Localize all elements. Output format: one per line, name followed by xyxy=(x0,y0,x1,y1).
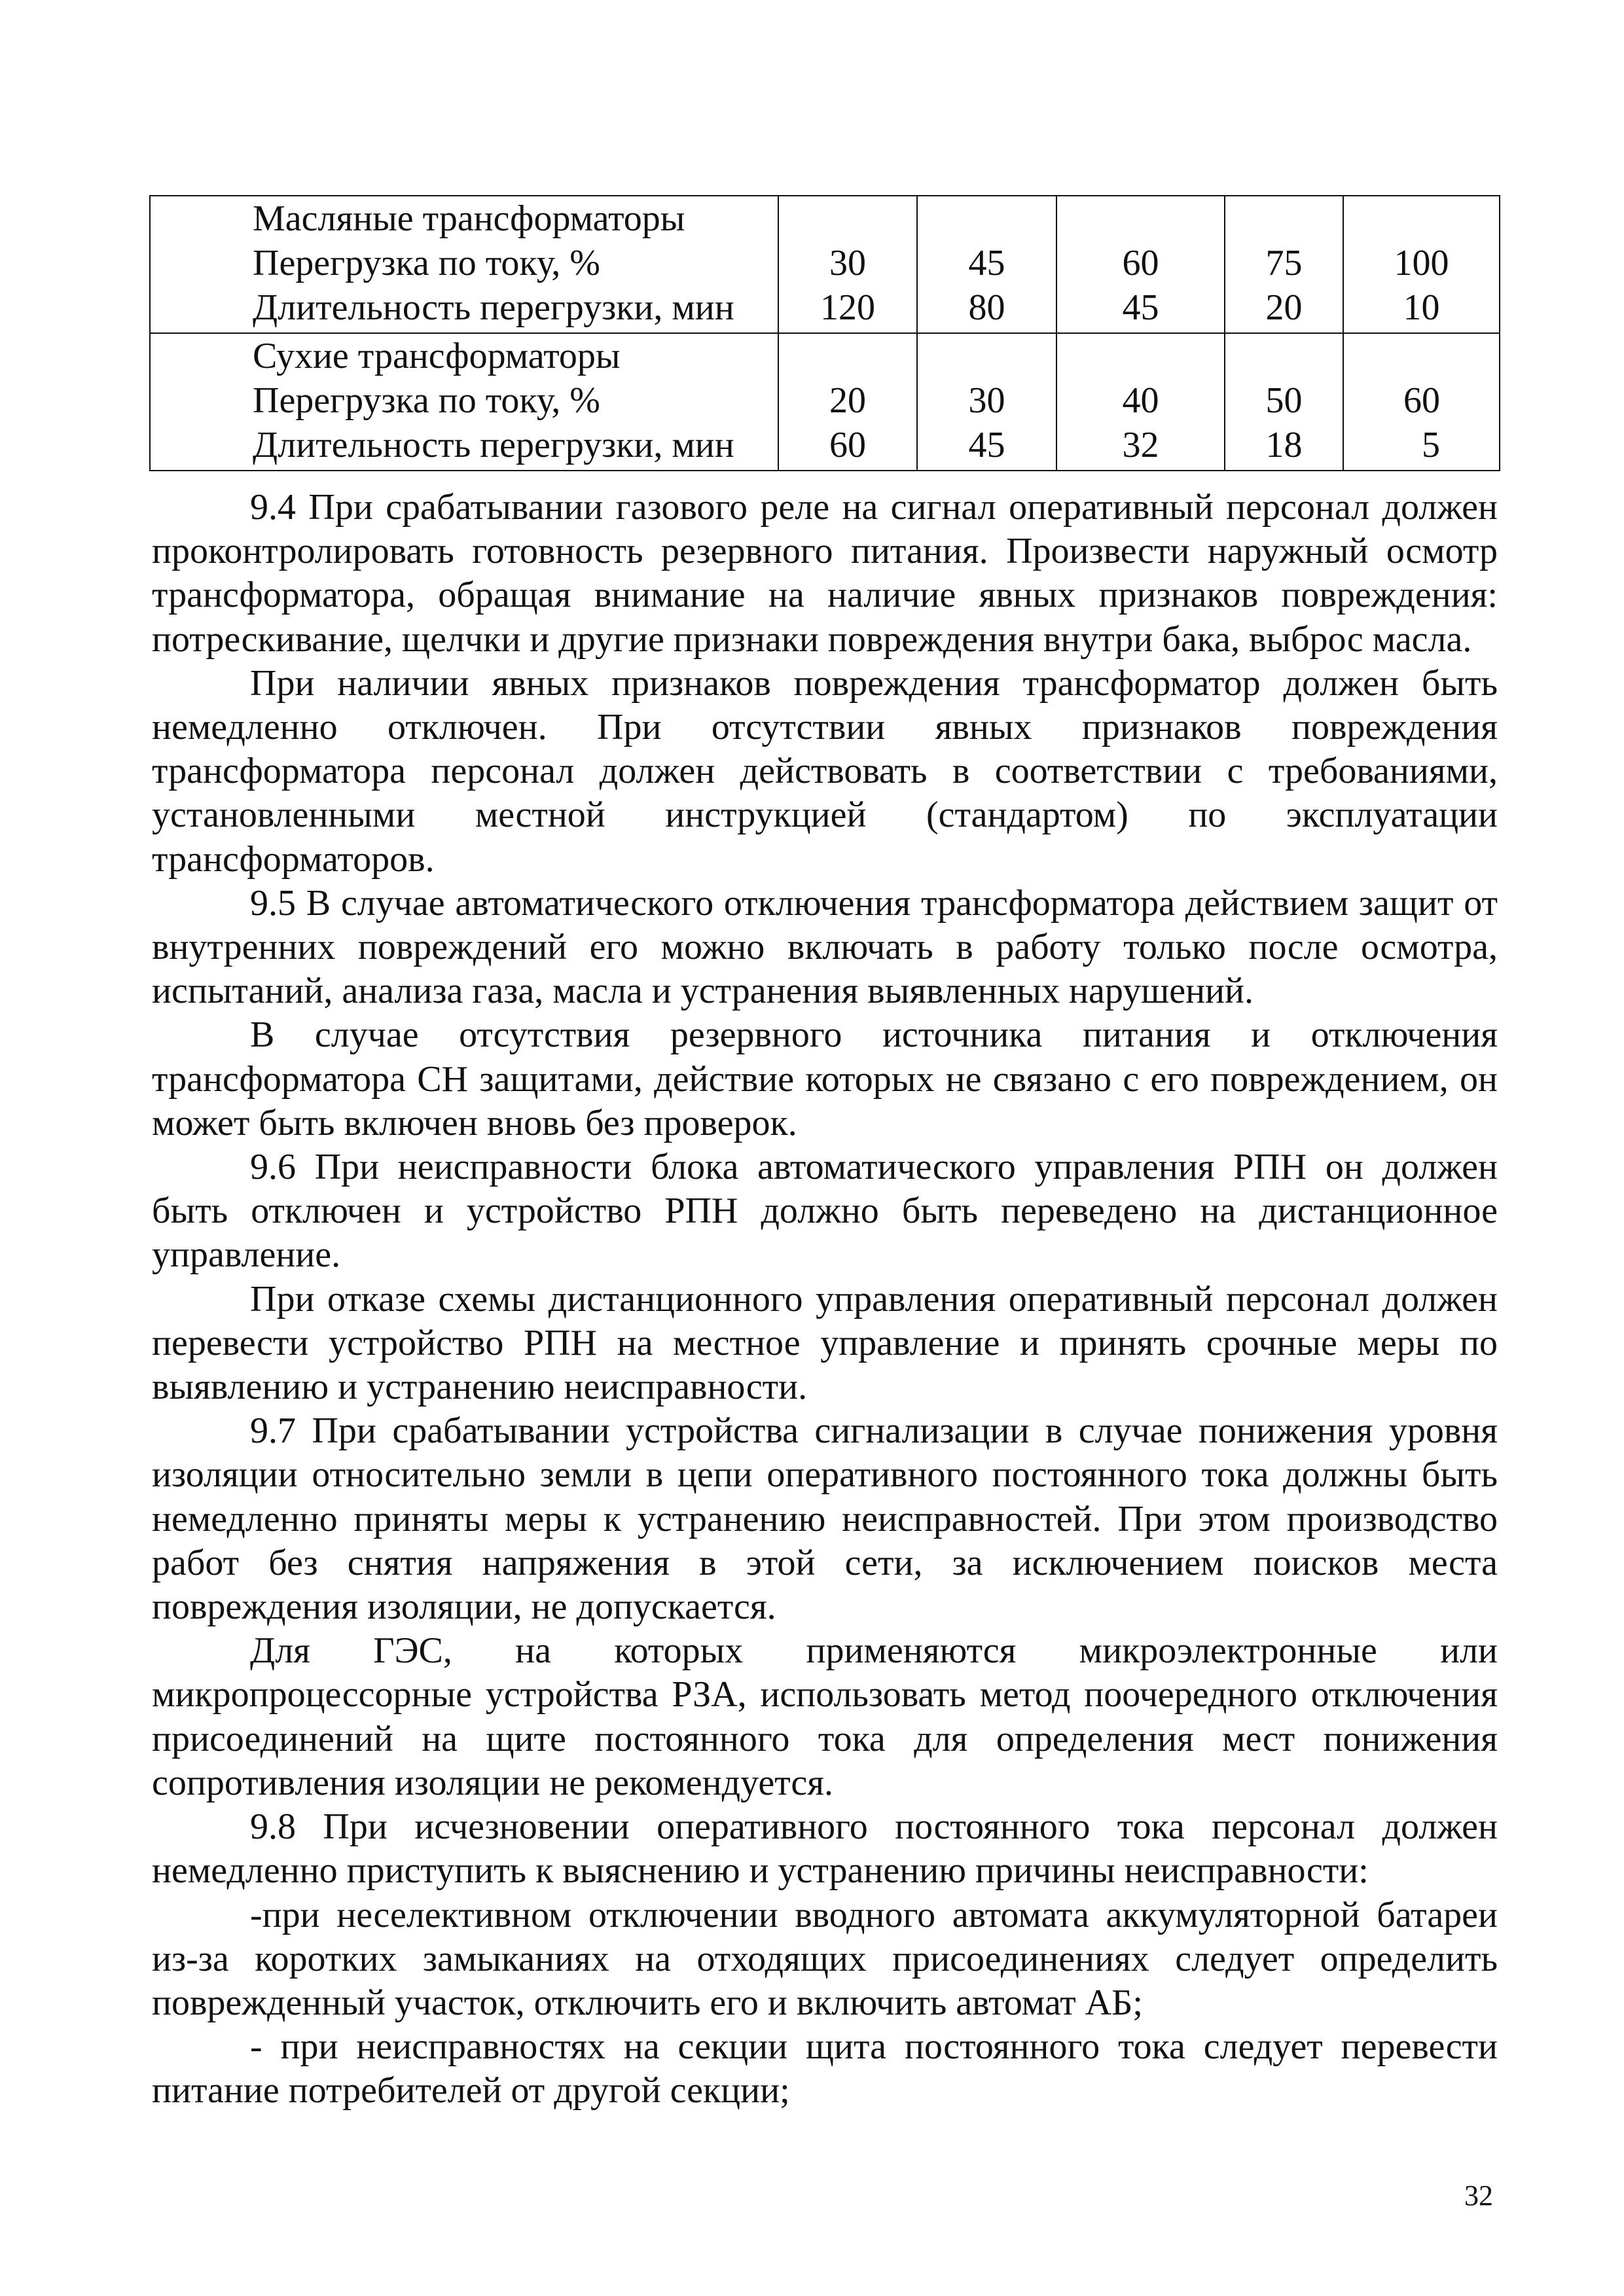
overload-value: 60 xyxy=(1122,243,1159,283)
row-label-overload: Перегрузка по току, % xyxy=(253,243,600,283)
overload-value: 30 xyxy=(968,380,1005,421)
overload-value: 60 xyxy=(1403,380,1440,421)
duration-value: 5 xyxy=(1422,425,1440,465)
paragraph: Для ГЭС, на которых применяются микроэлектронные или микропроцессорные устройства РЗА, использовать метод поочередного отключения присоединений на щите постоянного тока для определения мест понижения сопротивления изоляции не рекомендуется. xyxy=(152,1630,1498,1803)
table-cell-value xyxy=(917,196,1056,333)
page-number: 32 xyxy=(1464,2179,1493,2212)
duration-value: 32 xyxy=(1122,425,1159,465)
group-title-oil: Масляные трансформаторы xyxy=(253,198,685,239)
transformer-overload-table xyxy=(149,195,1500,471)
table-row-oil-transformers xyxy=(150,196,1500,333)
overload-value: 40 xyxy=(1122,380,1159,421)
table-cell-value xyxy=(1343,196,1500,333)
table-cell-value xyxy=(1225,333,1343,471)
table-cell-description xyxy=(150,196,778,333)
body-text xyxy=(152,486,1498,2113)
duration-value: 60 xyxy=(829,425,866,465)
duration-value: 120 xyxy=(820,287,875,328)
overload-value: 45 xyxy=(968,243,1005,283)
duration-value: 45 xyxy=(968,425,1005,465)
overload-value: 50 xyxy=(1265,380,1303,421)
table-cell-value xyxy=(778,196,917,333)
paragraph-9-8: 9.8 При исчезновении оперативного постоянного тока персонал должен немедленно приступить к выяснению и устранению причины неисправности: xyxy=(152,1806,1498,1892)
overload-value: 30 xyxy=(829,243,866,283)
paragraph-9-5: 9.5 В случае автоматического отключения трансформатора действием защит от внутренних повреждений его можно включать в работу только после осмотра, испытаний, анализа газа, масла и устранения выявленных нарушений. xyxy=(152,882,1498,1012)
table-cell-value xyxy=(778,333,917,471)
paragraph: При наличии явных признаков повреждения трансформатор должен быть немедленно отключен. При отсутствии явных признаков повреждения трансформатора персонал должен действовать в соответствии с требованиями, установленными местной инструкцией (стандартом) по эксплуатации трансформаторов. xyxy=(152,662,1498,880)
paragraph: В случае отсутствия резервного источника питания и отключения трансформатора СН защитами, действие которых не связано с его повреждением, он может быть включен вновь без проверок. xyxy=(152,1014,1498,1143)
table-cell-value xyxy=(917,333,1056,471)
duration-value: 18 xyxy=(1265,425,1303,465)
table-cell-value xyxy=(1343,333,1500,471)
paragraph-9-4: 9.4 При срабатывании газового реле на сигнал оперативный персонал должен проконтролировать готовность резервного питания. Произвести наружный осмотр трансформатора, обращая внимание на наличие явных признаков повреждения: потрескивание, щелчки и другие признаки повреждения внутри бака, выброс масла. xyxy=(152,487,1498,660)
row-label-overload: Перегрузка по току, % xyxy=(253,380,600,421)
overload-value: 20 xyxy=(829,380,866,421)
duration-value: 20 xyxy=(1265,287,1303,328)
paragraph: При отказе схемы дистанционного управления оперативный персонал должен перевести устройство РПН на местное управление и принять срочные меры по выявлению и устранению неисправности. xyxy=(152,1278,1498,1408)
paragraph-9-6: 9.6 При неисправности блока автоматического управления РПН он должен быть отключен и устройство РПН должно быть переведено на дистанционное управление. xyxy=(152,1147,1498,1276)
paragraph-9-7: 9.7 При срабатывании устройства сигнализации в случае понижения уровня изоляции относительно земли в цепи оперативного постоянного тока должны быть немедленно приняты меры к устранению неисправностей. При этом производство работ без снятия напряжения в этой сети, за исключением поисков места повреждения изоляции, не допускается. xyxy=(152,1410,1498,1628)
duration-value: 10 xyxy=(1403,287,1440,328)
table-cell-value xyxy=(1225,196,1343,333)
row-label-duration: Длительность перегрузки, мин xyxy=(253,287,734,328)
table-cell-value xyxy=(1056,333,1225,471)
duration-value: 80 xyxy=(968,287,1005,328)
row-label-duration: Длительность перегрузки, мин xyxy=(253,425,734,465)
table-cell-value xyxy=(1056,196,1225,333)
table-cell-description xyxy=(150,333,778,471)
overload-value: 100 xyxy=(1394,243,1449,283)
duration-value: 45 xyxy=(1122,287,1159,328)
list-item: - при неисправностях на секции щита постоянного тока следует перевести питание потребителей от другой секции; xyxy=(152,2026,1498,2111)
table-row-dry-transformers xyxy=(150,333,1500,471)
list-item: -при неселективном отключении вводного автомата аккумуляторной батареи из-за коротких замыканиях на отходящих присоединениях следует определить поврежденный участок, отключить его и включить автомат АБ; xyxy=(152,1894,1498,2023)
overload-value: 75 xyxy=(1265,243,1303,283)
group-title-dry: Сухие трансформаторы xyxy=(253,336,621,376)
